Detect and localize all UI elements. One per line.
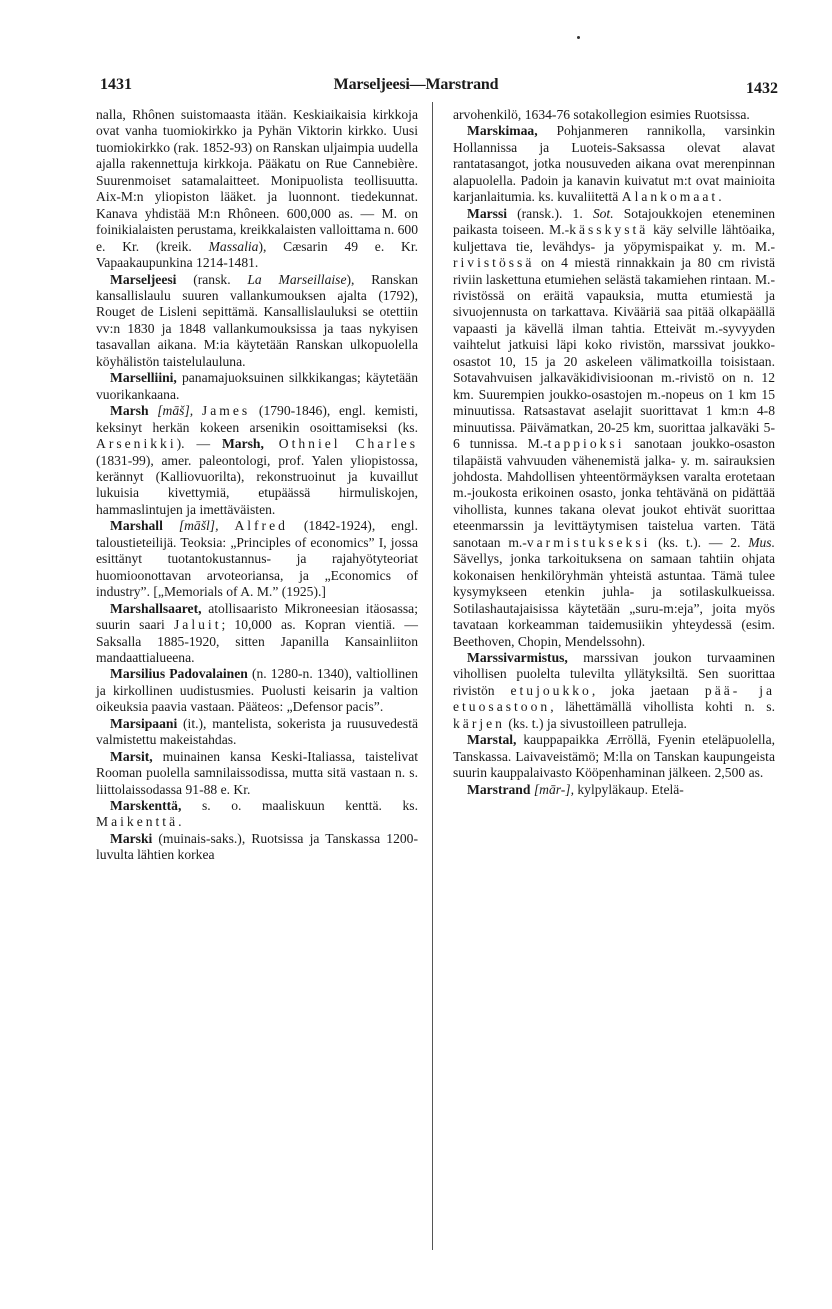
entry-marseljeesi: Marseljeesi (ransk. La Marseillaise), Ranskan kansallislaulu suuren vallankumouksen ajalta (1792), Rouget de Lisleni sepittämä. Kansallislauluksi se otettiin vv:n 1830 ja 1848 vallankumouksissa ja taas nykyisen tasavallan aikana. M:ia käytetään Ranskan ulkopuolella köyhälistön taistelulauluna. bbox=[96, 271, 419, 369]
entry-marstrand: Marstrand [mār-], kylpyläkaup. Etelä- bbox=[467, 781, 684, 797]
left-column bbox=[96, 107, 418, 864]
entry-marssivarmistus: Marssivarmistus, marssivan joukon turvaaminen vihollisen puolelta tulevilta yllätyksiltä. Sen suorittaa rivistön etujoukko, joka jaetaan pää- ja etuosastoon, lähettämällä vihollista kohti n. s. kärjen (ks. t.) ja sivustoilleen patrulleja. bbox=[453, 649, 776, 731]
column-divider bbox=[432, 102, 433, 1250]
entry-marssi: Marssi (ransk.). 1. Sot. Sotajoukkojen eteneminen paikasta toiseen. M.-kässkystä käy selville lähtöaika, kuljettava tie, levähdys- ja yöpymispaikat y. m. M.-rivistössä on 4 miestä rinnakkain ja 80 cm rivistä riviin laskettuna etumiehen selästä takamiehen rintaan. M.-rivistössä on eräitä vapauksia, mutta etumiestä ja sivuojennusta on tarkattava. Kivääriä saa pitää olkapäällä vapaasti ja kävellä ilman tahtia. Etteivät m.-syvyyden vaihtelut jatkuisi läpi koko rivistön, marssivat joukko-osastot 10, 15 ja 20 askeleen välimatkoilla toisistaan. Sotavahvuisen jalkaväkidivisioonan m.-rivistö on n. 12 km. Suurempien joukko-osastojen m.-nopeus on 1 km 15 minuutissa. Ratsastavat aselajit suorittavat 1 km:n 4-8 minuutissa. Päivämatkan, 20-25 km, suorittaa jalkaväki 5-6 tunnissa. M.-tappioksi sanotaan joukko-osaston tilapäistä vahvuuden vähenemistä jalka- y. m. sairauksien johdosta. Mahdollisen yhteentörmäyksen varalta erotetaan m.-joukosta erikoinen osasto, jonka tehtävänä on pidättää vihollista, kunnes takana olevat joukot ehtivät suorittaa eteenmarssin ja levittäytymisen taistelua varten. Tätä sanotaan m.-varmistukseksi (ks. t.). — 2. Mus. Sävellys, jonka tarkoituksena on samaan tahtiin ohjata kokonaisen henkilöryhmän yhteistä astuntaa. Tämä tulee kysymykseen etenkin juhla- ja sotilaskulkueissa. Sotilashautajaisissa käytetään „suru-m:eja”, joita myös tavataan korkeamman taidemusiikin yhteydessä (esim. Beethoven, Chopin, Mendelssohn). bbox=[453, 205, 775, 649]
running-title: Marseljeesi—Marstrand bbox=[333, 76, 499, 93]
continued-paragraph: arvohenkilö, 1634-76 sotakollegion esimies Ruotsissa. bbox=[453, 107, 750, 122]
entry-marselliini: Marselliini, panamajuoksuinen silkkikangas; käytetään vuorikankaana. bbox=[96, 370, 418, 402]
entry-marstal: Marstal, kauppapaikka Ærröllä, Fyenin eteläpuolella, Tanskassa. Laivaveistämö; M:lla on Tanskan kaupungeista suurin kauppalaivasto Kööpenhaminan jälkeen. 2,500 as. bbox=[453, 732, 775, 781]
entry-marsh: Marsh [māš], James (1790-1846), engl. kemisti, keksinyt herkän kokeen arsenikin osoittamiseksi (ks. Arsenikki). — Marsh, Othniel Charles (1831-99), amer. paleontologi, prof. Yalen yliopistossa, kerännyt (Kalliovuorilta), rekonstruoinut ja kuvaillut lukuisia kivettymiä, etupäässä hirmuliskojen, hammaslintujen ja imettäväisten. bbox=[96, 403, 418, 517]
page-number-right: 1432 bbox=[746, 80, 778, 97]
page-header bbox=[0, 76, 832, 100]
print-speck bbox=[577, 36, 580, 39]
entry-marsipaani: Marsipaani (it.), mantelista, sokerista ja ruusuvedestä valmistettu makeistahdas. bbox=[96, 715, 418, 748]
right-column bbox=[453, 107, 775, 798]
continued-paragraph: nalla, Rhônen suistomaasta itään. Keskiaikaisia kirkkoja ovat vanha tuomiokirkko ja Pyhän Viktorin kirkko. Uusi tuomiokirkko (rak. 1852-93) on Ranskan uljaimpia uudella ajalla rakennettuja kirkkoja. Pääkatu on Rue Cannebière. Suurenmoiset satamalaitteet. Monipuolista teollisuutta. Aix-M:n yliopiston lääket. ja luonnont. tiedekunnat. Kanava yhdistää M:n Rhôneen. 600,000 as. — M. on foinikialaisten perustama, kreikkalaisten valloittama n. 600 e. Kr. (kreik. Massalia), Cæsarin 49 e. Kr. Vapaakaupunkina 1214-1481. bbox=[96, 107, 419, 271]
entry-marskentta: Marskenttä, s. o. maaliskuun kenttä. ks. Maikenttä. bbox=[96, 798, 418, 830]
entry-marsilius: Marsilius Padovalainen (n. 1280-n. 1340), valtiollinen ja kirkollinen uudistusmies. Puolusti keisarin ja valtion oikeuksia paavia vastaan. Pääteos: „Defensor pacis”. bbox=[96, 666, 418, 715]
entry-marski: Marski (muinais-saks.), Ruotsissa ja Tanskassa 1200-luvulta lähtien korkea bbox=[96, 830, 418, 863]
entry-marsit: Marsit, muinainen kansa Keski-Italiassa, taistelivat Rooman puolella samnilaissodissa, mutta sitä vastaan n. s. liittolaissodassa 91-88 e. Kr. bbox=[96, 748, 418, 797]
entry-marshallsaaret: Marshallsaaret, atollisaaristo Mikroneesian itäosassa; suurin saari Jaluit; 10,000 as. Kopran vientiä. — Saksalla 1885-1920, sitten Japanilla Kansainliiton mandaattialueena. bbox=[96, 600, 418, 665]
entry-marshall: Marshall [māšl], Alfred (1842-1924), engl. taloustieteilijä. Teoksia: „Principles of economics” I, jossa esittänyt tuotantokustannus- ja rajahyötyteoriat huomioonottavan arvoteoriansa, ja „Economics of industry”. [„Memorials of A. M.” (1925).] bbox=[96, 518, 418, 600]
page-number-left: 1431 bbox=[100, 76, 132, 93]
entry-marskimaa: Marskimaa, Pohjanmeren rannikolla, varsinkin Hollannissa ja Luoteis-Saksassa olevat alavat rantatasangot, jotka nousuveden aikana ovat merenpinnan alapuolella. Padoin ja kanavin kuivatut m:t ovat mainioita karjanlaitumia. ks. kuvaliitettä Alankomaat. bbox=[453, 123, 775, 205]
